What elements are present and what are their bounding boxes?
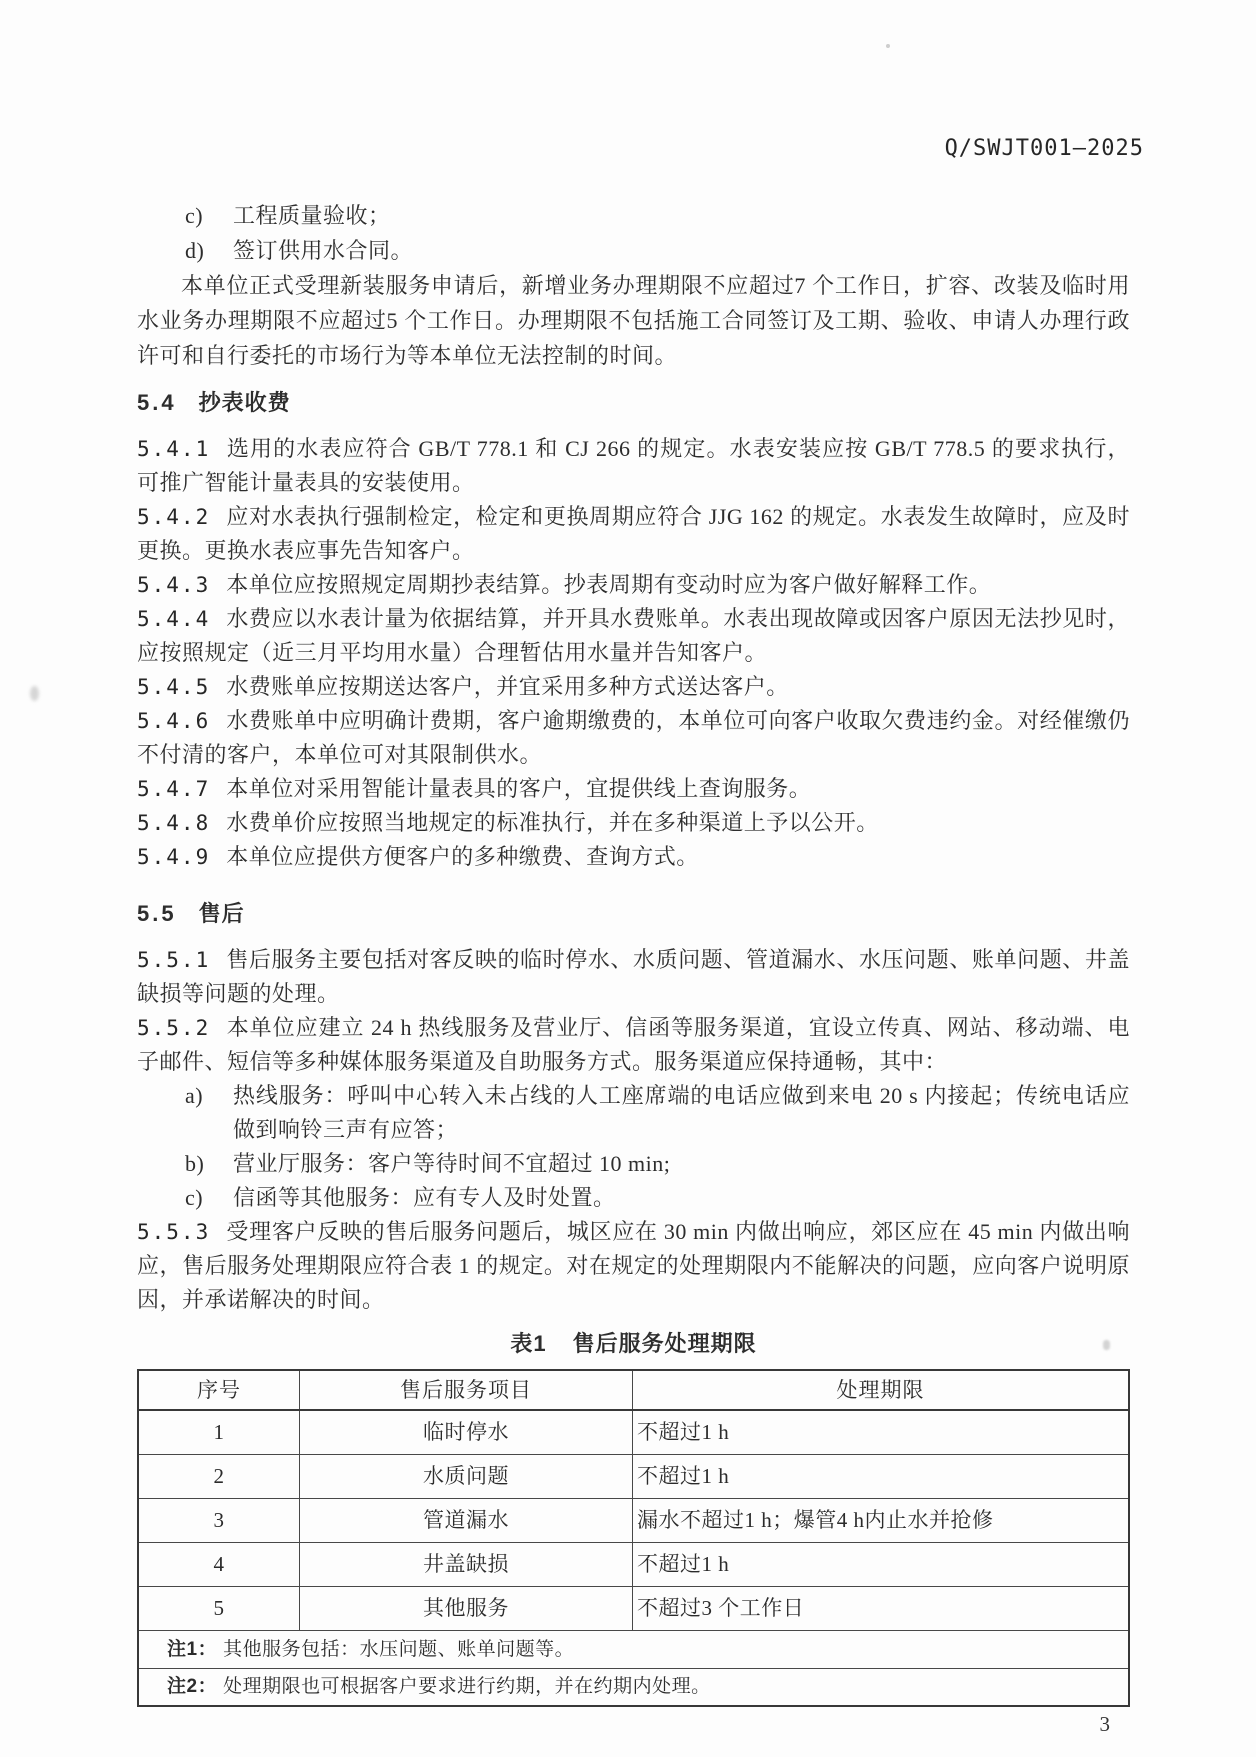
clause-text: 水费单价应按照当地规定的标准执行，并在多种渠道上予以公开。 — [226, 810, 879, 835]
table-row — [138, 1542, 1129, 1586]
lettered-list-cd — [137, 198, 1130, 268]
standard-code-header: Q/SWJT001—2025 — [944, 136, 1144, 161]
clause-number: 5.4.5 — [137, 675, 211, 699]
cell-deadline: 不超过1 h — [633, 1542, 1130, 1586]
clause-item — [137, 1215, 1130, 1317]
clause-text: 本单位应建立 24 h 热线服务及营业厅、信函等服务渠道，宜设立传真、网站、移动端、电子邮件、短信等多种媒体服务渠道及自助服务方式。服务渠道应保持通畅，其中： — [137, 1015, 1130, 1074]
cell-seq: 5 — [138, 1586, 300, 1630]
list-item-text: 签订供用水合同。 — [233, 238, 414, 263]
intro-paragraph: 本单位正式受理新装服务申请后，新增业务办理期限不应超过7 个工作日，扩容、改装及临时用水业务办理期限不应超过5 个工作日。办理期限不包括施工合同签订及工期、验收、申请人办理行政许可和自行委托的市场行为等本单位无法控制的时间。 — [137, 273, 1130, 368]
sub-item-label: c) — [185, 1185, 204, 1210]
table-note-row — [138, 1668, 1129, 1706]
clause-text: 售后服务主要包括对客反映的临时停水、水质问题、管道漏水、水压问题、账单问题、井盖缺损等问题的处理。 — [137, 947, 1130, 1006]
table-note — [138, 1668, 1129, 1706]
list-item — [137, 198, 1130, 233]
clauses-5-5 — [137, 943, 1130, 1317]
clause-item — [137, 943, 1130, 1011]
clause-item — [137, 602, 1130, 670]
clause-text: 本单位应提供方便客户的多种缴费、查询方式。 — [226, 844, 699, 869]
clause-number: 5.4.4 — [137, 607, 211, 631]
table-header-row — [138, 1370, 1129, 1410]
clause-text: 本单位对采用智能计量表具的客户，宜提供线上查询服务。 — [226, 776, 812, 801]
clause-item — [137, 704, 1130, 772]
clause-item — [137, 670, 1130, 704]
note-label: 注1： — [167, 1638, 218, 1660]
list-item — [137, 233, 1130, 268]
cell-deadline: 不超过1 h — [633, 1410, 1130, 1454]
sub-list-item — [137, 1147, 1130, 1181]
clause-item — [137, 806, 1130, 840]
section-heading-5-4 — [137, 385, 1130, 420]
cell-seq: 3 — [138, 1498, 300, 1542]
cell-deadline: 不超过3 个工作日 — [633, 1586, 1130, 1630]
table-note-row — [138, 1630, 1129, 1668]
clause-number: 5.4.3 — [137, 573, 211, 597]
list-item-text: 工程质量验收； — [233, 203, 391, 228]
cell-service: 水质问题 — [300, 1454, 633, 1498]
section-title: 抄表收费 — [198, 390, 291, 415]
cell-deadline: 漏水不超过1 h；爆管4 h内止水并抢修 — [633, 1498, 1130, 1542]
clause-item — [137, 500, 1130, 568]
col-header-service: 售后服务项目 — [300, 1370, 633, 1410]
clause-number: 5.4.6 — [137, 709, 211, 733]
cell-service: 其他服务 — [300, 1586, 633, 1630]
sub-item-text: 营业厅服务：客户等待时间不宜超过 10 min; — [233, 1151, 671, 1176]
list-item-label: d) — [185, 238, 205, 263]
col-header-seq: 序号 — [138, 1370, 300, 1410]
sub-item-text: 热线服务：呼叫中心转入未占线的人工座席端的电话应做到来电 20 s 内接起；传统电话应做到响铃三声有应答； — [233, 1083, 1130, 1142]
clause-text: 本单位应按照规定周期抄表结算。抄表周期有变动时应为客户做好解释工作。 — [226, 572, 992, 597]
table-row — [138, 1586, 1129, 1630]
table-caption — [137, 1326, 1130, 1361]
clause-item — [137, 568, 1130, 602]
table-row — [138, 1498, 1129, 1542]
list-item-label: c) — [185, 203, 204, 228]
table-caption-label: 表1 — [510, 1331, 547, 1356]
sub-list-item — [137, 1181, 1130, 1215]
page-number: 3 — [1099, 1712, 1110, 1736]
clause-text: 选用的水表应符合 GB/T 778.1 和 CJ 266 的规定。水表安装应按 GB/T 778.5 的要求执行，可推广智能计量表具的安装使用。 — [137, 436, 1130, 495]
clause-item — [137, 772, 1130, 806]
cell-service: 管道漏水 — [300, 1498, 633, 1542]
col-header-deadline: 处理期限 — [633, 1370, 1130, 1410]
page-content — [137, 0, 1130, 1707]
clause-item — [137, 432, 1130, 500]
sub-list-item — [137, 1079, 1130, 1147]
note-label: 注2： — [167, 1676, 218, 1698]
clauses-5-4 — [137, 432, 1130, 874]
table-caption-title: 售后服务处理期限 — [572, 1331, 757, 1356]
sub-item-text: 信函等其他服务：应有专人及时处置。 — [233, 1185, 616, 1210]
clause-number: 5.4.7 — [137, 777, 211, 801]
table-row — [138, 1410, 1129, 1454]
clause-item — [137, 840, 1130, 874]
section-title: 售后 — [198, 901, 245, 926]
note-text: 其他服务包括：水压问题、账单问题等。 — [223, 1638, 575, 1660]
section-heading-5-5 — [137, 896, 1130, 931]
clause-text: 受理客户反映的售后服务问题后，城区应在 30 min 内做出响应，郊区应在 45 min 内做出响应，售后服务处理期限应符合表 1 的规定。对在规定的处理期限内不能解决的问题，应向客户说明原因，并承诺解决的时间。 — [137, 1219, 1130, 1312]
clause-number: 5.4.8 — [137, 811, 211, 835]
scan-artifact-smudge — [30, 686, 39, 701]
clause-number: 5.4.9 — [137, 845, 211, 869]
aftersales-deadline-table — [137, 1369, 1130, 1707]
note-text: 处理期限也可根据客户要求进行约期，并在约期内处理。 — [223, 1676, 711, 1698]
clause-number: 5.4.2 — [137, 505, 211, 529]
clause-number: 5.5.3 — [137, 1220, 211, 1244]
section-number: 5.4 — [137, 390, 177, 415]
cell-service: 井盖缺损 — [300, 1542, 633, 1586]
clause-text: 水费应以水表计量为依据结算，并开具水费账单。水表出现故障或因客户原因无法抄见时，应按照规定（近三月平均用水量）合理暂估用水量并告知客户。 — [137, 606, 1130, 665]
clause-item — [137, 1011, 1130, 1079]
cell-seq: 1 — [138, 1410, 300, 1454]
section-number: 5.5 — [137, 901, 177, 926]
table-note — [138, 1630, 1129, 1668]
table-row — [138, 1454, 1129, 1498]
clause-number: 5.4.1 — [137, 437, 211, 461]
sub-item-label: a) — [185, 1083, 204, 1108]
clause-number: 5.5.1 — [137, 948, 211, 972]
clause-text: 应对水表执行强制检定，检定和更换周期应符合 JJG 162 的规定。水表发生故障时，应及时更换。更换水表应事先告知客户。 — [137, 504, 1130, 563]
cell-deadline: 不超过1 h — [633, 1454, 1130, 1498]
cell-seq: 2 — [138, 1454, 300, 1498]
clause-text: 水费账单应按期送达客户，并宜采用多种方式送达客户。 — [226, 674, 789, 699]
clause-number: 5.5.2 — [137, 1016, 211, 1040]
cell-seq: 4 — [138, 1542, 300, 1586]
clause-text: 水费账单中应明确计费期，客户逾期缴费的，本单位可向客户收取欠费违约金。对经催缴仍不付清的客户，本单位可对其限制供水。 — [137, 708, 1130, 767]
cell-service: 临时停水 — [300, 1410, 633, 1454]
sub-item-label: b) — [185, 1151, 205, 1176]
